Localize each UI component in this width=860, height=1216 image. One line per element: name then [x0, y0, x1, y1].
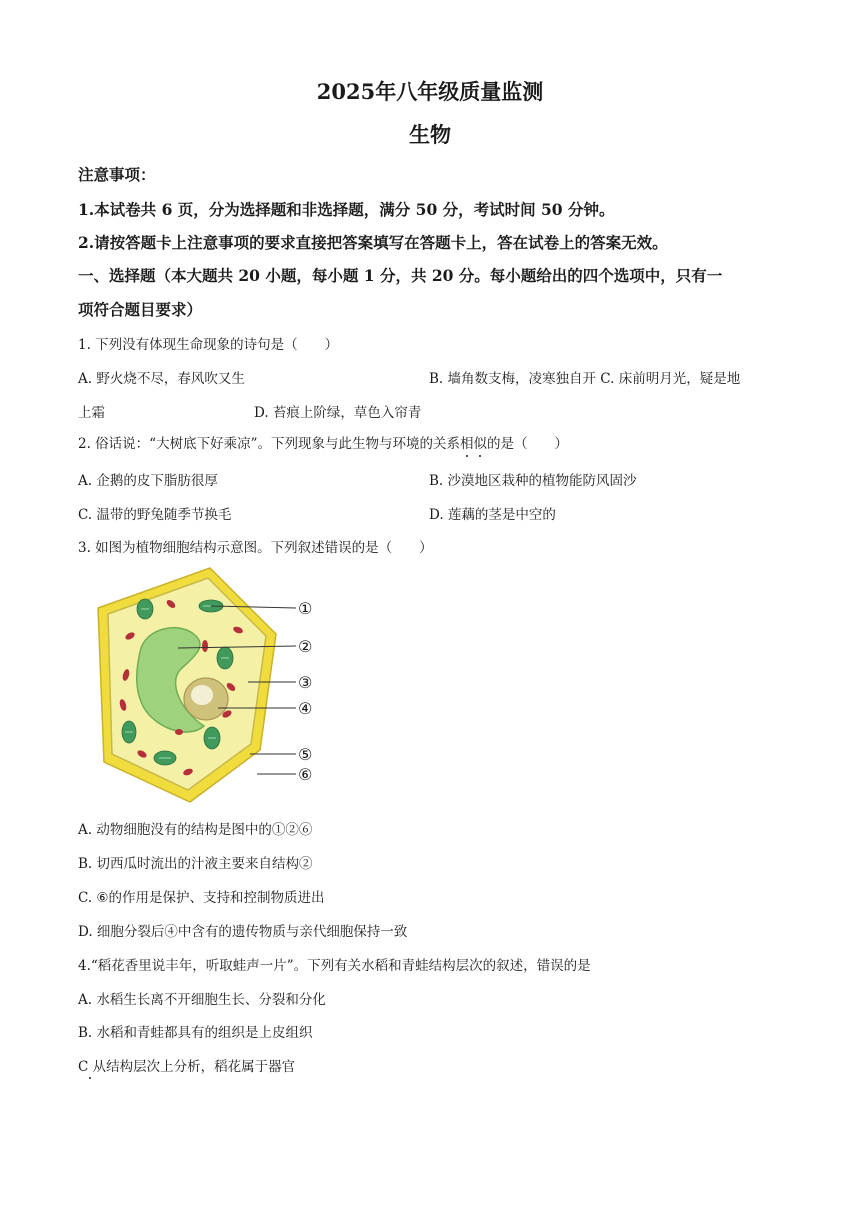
- label-6: ⑥: [298, 765, 313, 784]
- figure-labels: [298, 599, 312, 784]
- subject-title: 生物: [409, 122, 451, 147]
- notice-heading: 注意事项：: [78, 165, 156, 184]
- q1-option-d: D. 苔痕上阶绿，草色入帘青: [254, 405, 422, 421]
- stray-dot: [89, 1077, 91, 1079]
- label-3: ③: [298, 673, 313, 692]
- q2-stem-post: 的是（ ）: [486, 436, 568, 452]
- q3-option-c: C. ⑥的作用是保护、支持和控制物质进出: [78, 890, 325, 906]
- label-1: ①: [298, 599, 313, 618]
- label-2: ②: [298, 637, 313, 656]
- mitochondrion: [202, 640, 208, 652]
- notice-item-1: 1.本试卷共 6 页，分为选择题和非选择题，满分 50 分，考试时间 50 分钟。: [78, 200, 615, 219]
- q1-stem: 1. 下列没有体现生命现象的诗句是（ ）: [78, 337, 339, 353]
- q2-option-c: C. 温带的野兔随季节换毛: [78, 507, 232, 523]
- q4-option-b: B. 水稻和青蛙都具有的组织是上皮组织: [78, 1025, 313, 1041]
- mitochondrion: [175, 729, 183, 735]
- q1-option-b-c: B. 墙角数支梅，凌寒独自开 C. 床前明月光，疑是地: [429, 371, 741, 387]
- q2-stem: [78, 432, 568, 452]
- q2-option-b: B. 沙漠地区栽种的植物能防风固沙: [429, 473, 637, 489]
- section-heading-line2: 项符合题目要求）: [78, 300, 203, 319]
- q4-stem: 4.“稻花香里说丰年，听取蛙声一片”。下列有关水稻和青蛙结构层次的叙述，错误的是: [78, 958, 591, 974]
- q3-stem: 3. 如图为植物细胞结构示意图。下列叙述错误的是（ ）: [78, 540, 433, 556]
- notice-item-2: 2.请按答题卡上注意事项的要求直接把答案填写在答题卡上，答在试卷上的答案无效。: [78, 233, 668, 252]
- plant-cell-diagram: [78, 562, 328, 807]
- exam-title: 2025年八年级质量监测: [316, 79, 544, 104]
- q2-stem-emph-1: 相: [459, 436, 474, 452]
- q4-option-a: A. 水稻生长离不开细胞生长、分裂和分化: [78, 992, 326, 1008]
- q3-option-d: D. 细胞分裂后④中含有的遗传物质与亲代细胞保持一致: [78, 924, 408, 940]
- q2-option-a: A. 企鹅的皮下脂肪很厚: [78, 473, 218, 489]
- nucleolus: [191, 685, 213, 705]
- q2-stem-pre: 2. 俗话说：“大树底下好乘凉”。下列现象与此生物与环境的关系: [78, 436, 460, 452]
- q3-option-a: A. 动物细胞没有的结构是图中的①②⑥: [78, 822, 313, 838]
- q2-option-d: D. 莲藕的茎是中空的: [429, 507, 556, 523]
- q3-option-b: B. 切西瓜时流出的汁液主要来自结构②: [78, 856, 313, 872]
- q1-option-a: A. 野火烧不尽，春风吹又生: [78, 371, 245, 387]
- q1-option-c-cont: 上霜: [78, 405, 105, 421]
- section-heading-line1: 一、选择题（本大题共 20 小题，每小题 1 分，共 20 分。每小题给出的四个选项中，只有一: [78, 266, 723, 285]
- q2-stem-emph-2: 似: [473, 436, 487, 452]
- label-5: ⑤: [298, 745, 313, 764]
- label-4: ④: [298, 699, 313, 718]
- q4-option-c: C 从结构层次上分析，稻花属于器官: [78, 1059, 296, 1075]
